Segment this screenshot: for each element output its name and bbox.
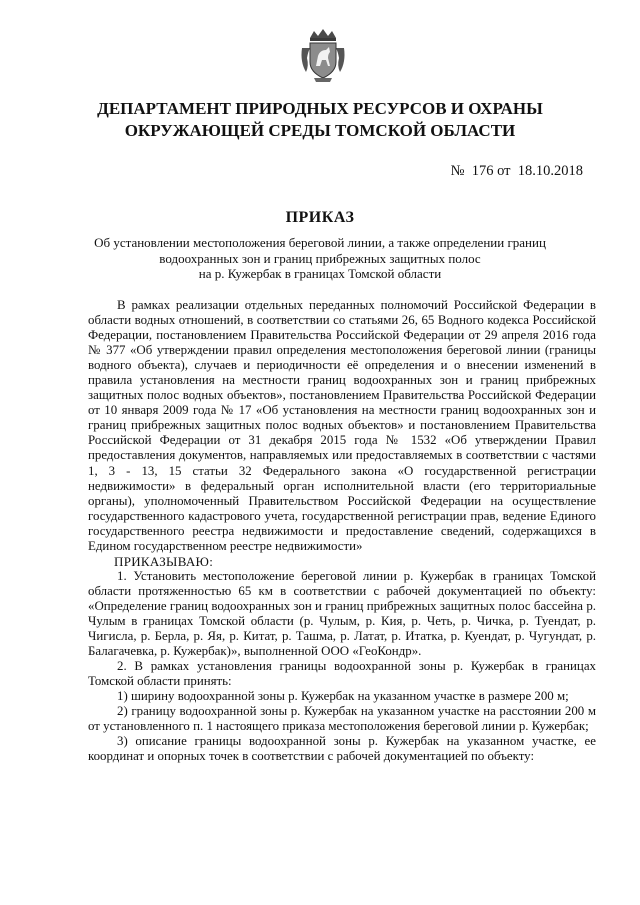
- order-number-date: № 176 от 18.10.2018: [450, 163, 583, 179]
- subtitle-line: на р. Кужербак в границах Томской области: [198, 266, 442, 281]
- document-subtitle: [80, 235, 560, 282]
- document-title: ПРИКАЗ: [285, 209, 355, 226]
- document-body: [88, 298, 596, 764]
- order-item-2-1: 1) ширину водоохранной зоны р. Кужербак на указанном участке в размере 200 м;: [117, 689, 569, 704]
- order-item-1: 1. Установить местоположение береговой линии р. Кужербак в границах Томской области протяженностью 65 км в соответствии с рабочей документацией по объекту: «Определение границ водоохранных зон и границ прибрежных защитных полос бассейна р. Чулым в границах Томской области (р. Чулым, р. Кия, р. Четь, р. Чичка, р. Туендат, р. Чигисла, р. Берла, р. Яя, р. Китат, р. Ташма, р. Латат, р. Итатка, р. Куендат, р. Чугундат, р. Балагачевка, р. Кужербак)», выполненной ООО «ГеоКондр».: [88, 568, 596, 659]
- department-name-line1: ДЕПАРТАМЕНТ ПРИРОДНЫХ РЕСУРСОВ И ОХРАНЫ: [97, 99, 543, 118]
- order-item-2-3: 3) описание границы водоохранной зоны р. Кужербак на указанном участке, ее координат и опорных точек в соответствии с рабочей документацией по объекту:: [88, 734, 596, 764]
- department-name-line2: ОКРУЖАЮЩЕЙ СРЕДЫ ТОМСКОЙ ОБЛАСТИ: [124, 121, 516, 140]
- order-item-2-2: 2) границу водоохранной зоны р. Кужербак на указанном участке на расстоянии 200 м от установленного п. 1 настоящего приказа местоположения береговой линии р. Кужербак;: [88, 704, 596, 734]
- preamble-paragraph: В рамках реализации отдельных переданных полномочий Российской Федерации в области водных отношений, в соответствии со статьями 26, 65 Водного кодекса Российской Федерации, постановлением Правительства Российской Федерации от 29 апреля 2016 года № 377 «Об утверждении правил определения местоположения береговой линии (границы водного объекта), случаев и периодичности её определения и о внесении изменений в правила установления на местности границ водоохранных зон и границ прибрежных защитных полос водных объектов», постановлением Правительства Российской Федерации от 10 января 2009 года № 17 «Об установления на местности границ водоохранных зон и границ прибрежных защитных полос водных объектов» и постановлением Правительства Российской Федерации от 31 декабря 2015 года № 1532 «Об утверждении Правил предоставления документов, направляемых или предоставляемых в соответствии с частями 1, 3 - 13, 15 статьи 32 Федерального закона «О государственной регистрации недвижимости» в федеральный орган исполнительной власти (его территориальные органы), уполномоченный Правительством Российской Федерации на осуществление государственного кадастрового учета, государственной регистрации прав, ведение Единого государственного реестра недвижимости и предоставление сведений, содержащихся в Едином государственном реестре недвижимости»: [88, 298, 596, 553]
- prikazyvayu-heading: ПРИКАЗЫВАЮ:: [114, 553, 214, 569]
- subtitle-line: Об установлении местоположения береговой линии, а также определении границ: [94, 235, 546, 250]
- order-item-2: 2. В рамках установления границы водоохранной зоны р. Кужербак в границах Томской области принять:: [88, 659, 596, 689]
- tomsk-coat-of-arms-icon: [300, 28, 346, 84]
- subtitle-line: водоохранных зон и границ прибрежных защитных полос: [159, 250, 481, 266]
